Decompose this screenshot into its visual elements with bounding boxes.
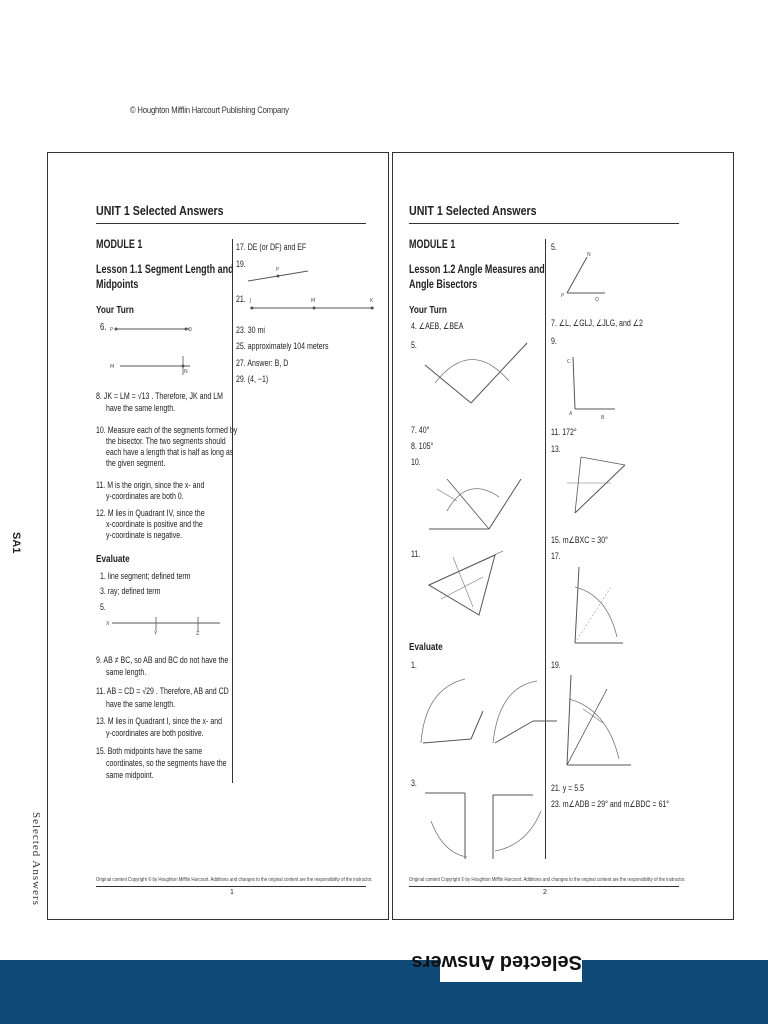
module-heading: MODULE 1 [96, 239, 143, 251]
answer-29: 29. (4, −1) [236, 374, 269, 384]
figure-eval-1 [413, 671, 563, 749]
answer-r13: 13. [551, 444, 561, 454]
answer-10-line4: the given segment. [106, 458, 166, 468]
footer-rule [96, 886, 366, 887]
fig5-label-z: Z [196, 631, 200, 637]
answer-7: 7. 40° [411, 425, 430, 435]
figure-19 [244, 263, 314, 287]
fig5-label-y: Y [154, 631, 158, 637]
r5-label-q: Q [595, 297, 599, 303]
answer-21: 21. [236, 294, 246, 304]
evaluate-9-line1: 9. AB ≠ BC, so AB and BC do not have the [96, 655, 229, 665]
answer-10: 10. [411, 457, 421, 467]
your-turn-heading: Your Turn [409, 304, 447, 316]
answer-r21: 21. y = 5.5 [551, 783, 584, 793]
fig6-label-m: M [110, 364, 115, 370]
side-section-label: Selected Answers [30, 812, 42, 906]
evaluate-3: 3. [411, 778, 417, 788]
banner-label-box [411, 942, 582, 982]
evaluate-heading: Evaluate [409, 641, 443, 653]
answer-19: 19. [236, 259, 246, 269]
evaluate-15-line3: same midpoint. [106, 770, 154, 780]
evaluate-15-line2: coordinates, so the segments have the [106, 758, 227, 768]
your-turn-heading: Your Turn [96, 304, 134, 316]
answer-r7: 7. ∠L, ∠GLJ, ∠JLG, and ∠2 [551, 318, 643, 328]
answer-23: 23. 30 mi [236, 325, 265, 335]
lesson-heading-line2: Midpoints [96, 279, 139, 291]
evaluate-13-line1: 13. M lies in Quadrant I, since the x- and [96, 716, 223, 726]
answer-r5: 5. [551, 242, 557, 252]
evaluate-1: 1. line segment; defined term [100, 571, 191, 581]
evaluate-13-line2: y-coordinates are both positive. [106, 728, 204, 738]
r9-label-a: A [569, 411, 573, 417]
fig6-label-q: Q [188, 327, 192, 333]
fig21-label-m: M [311, 298, 316, 304]
fig5-label-x: X [106, 621, 110, 627]
figure-11-triangle [423, 547, 513, 627]
figure-6 [108, 321, 198, 376]
evaluate-9-line2: same length. [106, 667, 147, 677]
answer-11-line1: 11. M is the origin, since the x- and [96, 480, 205, 490]
answer-r9: 9. [551, 336, 557, 346]
evaluate-11-line1: 11. AB = CD = √29 . Therefore, AB and CD [96, 686, 229, 696]
r5-label-p: P [561, 293, 565, 299]
answer-10-line1: 10. Measure each of the segments formed by [96, 425, 238, 435]
figure-r17 [561, 557, 633, 649]
page-footer: Original content Copyright © by Houghton Mifflin Harcourt. Additions and changes to the original content are the responsibility of the instructor. [409, 877, 686, 883]
evaluate-11-line2: have the same length. [106, 699, 176, 709]
r9-label-c: C [567, 359, 571, 365]
footer-rule [409, 886, 679, 887]
fig21-label-j: J [250, 298, 252, 304]
answer-r23: 23. m∠ADB = 29° and m∠BDC = 61° [551, 799, 670, 809]
figure-r5 [561, 249, 621, 303]
lesson-heading-line1: Lesson 1.1 Segment Length and [96, 264, 234, 276]
title-rule [409, 223, 679, 224]
unit-title: UNIT 1 Selected Answers [96, 203, 224, 218]
page-footer: Original content Copyright © by Houghton Mifflin Harcourt. Additions and changes to the original content are the responsibility of the instructor. [96, 877, 373, 883]
side-tab-label: SA1 [10, 532, 22, 554]
answer-5: 5. [411, 340, 417, 350]
answer-12-line2: x-coordinate is positive and the [106, 519, 203, 529]
figure-eval-3 [423, 781, 553, 863]
fig6-label-n: N [184, 369, 188, 375]
answer-17: 17. DE (or DF) and EF [236, 242, 307, 252]
answer-page-2 [392, 152, 734, 920]
title-rule [96, 223, 366, 224]
figure-r19 [559, 669, 639, 769]
answer-r11: 11. 172° [551, 427, 577, 437]
answer-8: 8. 105° [411, 441, 434, 451]
figure-r9 [561, 349, 621, 421]
answer-4: 4. ∠AEB, ∠BEA [411, 321, 464, 331]
banner-label: Selected Answers [411, 951, 582, 973]
answer-r15: 15. m∠BXC = 30° [551, 535, 608, 545]
answer-27: 27. Answer: B, D [236, 358, 289, 368]
figure-5-angle [423, 343, 533, 413]
answer-r17: 17. [551, 551, 561, 561]
fig6-label-p: P [110, 327, 114, 333]
answer-25: 25. approximately 104 meters [236, 341, 329, 351]
evaluate-heading: Evaluate [96, 553, 130, 565]
evaluate-1: 1. [411, 660, 417, 670]
answer-12-line1: 12. M lies in Quadrant IV, since the [96, 508, 205, 518]
lesson-heading-line2: Angle Bisectors [409, 279, 478, 291]
figure-eval-5 [106, 615, 226, 637]
answer-6: 6. [100, 322, 107, 333]
page-number: 1 [230, 889, 234, 896]
answer-12-line3: y-coordinate is negative. [106, 530, 183, 540]
fig21-label-k: K [370, 298, 374, 304]
answer-11: 11. [411, 549, 421, 559]
answer-10-line2: the bisector. The two segments should [106, 436, 226, 446]
r5-label-n: N [587, 252, 591, 258]
evaluate-15-line1: 15. Both midpoints have the same [96, 746, 203, 756]
copyright-notice: © Houghton Mifflin Harcourt Publishing Company [130, 105, 289, 115]
answer-10-line3: each have a length that is half as long as [106, 447, 234, 457]
figure-r13 [561, 453, 631, 517]
lesson-heading-line1: Lesson 1.2 Angle Measures and [409, 264, 545, 276]
r9-label-b: B [601, 415, 605, 421]
figure-21 [248, 296, 378, 312]
answer-11-line2: y-coordinates are both 0. [106, 491, 184, 501]
answer-8-line1: 8. JK = LM = √13 . Therefore, JK and LM [96, 391, 224, 401]
fig19-label-p: P [276, 267, 280, 273]
answer-page-1 [47, 152, 389, 920]
page-number: 2 [543, 889, 547, 896]
footer-banner [0, 960, 768, 1024]
module-heading: MODULE 1 [409, 239, 456, 251]
answer-8-line2: have the same length. [106, 403, 176, 413]
answer-r19: 19. [551, 660, 561, 670]
column-divider [232, 239, 233, 783]
column-divider [545, 239, 546, 859]
evaluate-5: 5. [100, 602, 106, 612]
unit-title: UNIT 1 Selected Answers [409, 203, 537, 218]
evaluate-3: 3. ray; defined term [100, 586, 161, 596]
figure-10-bisector [427, 471, 527, 533]
